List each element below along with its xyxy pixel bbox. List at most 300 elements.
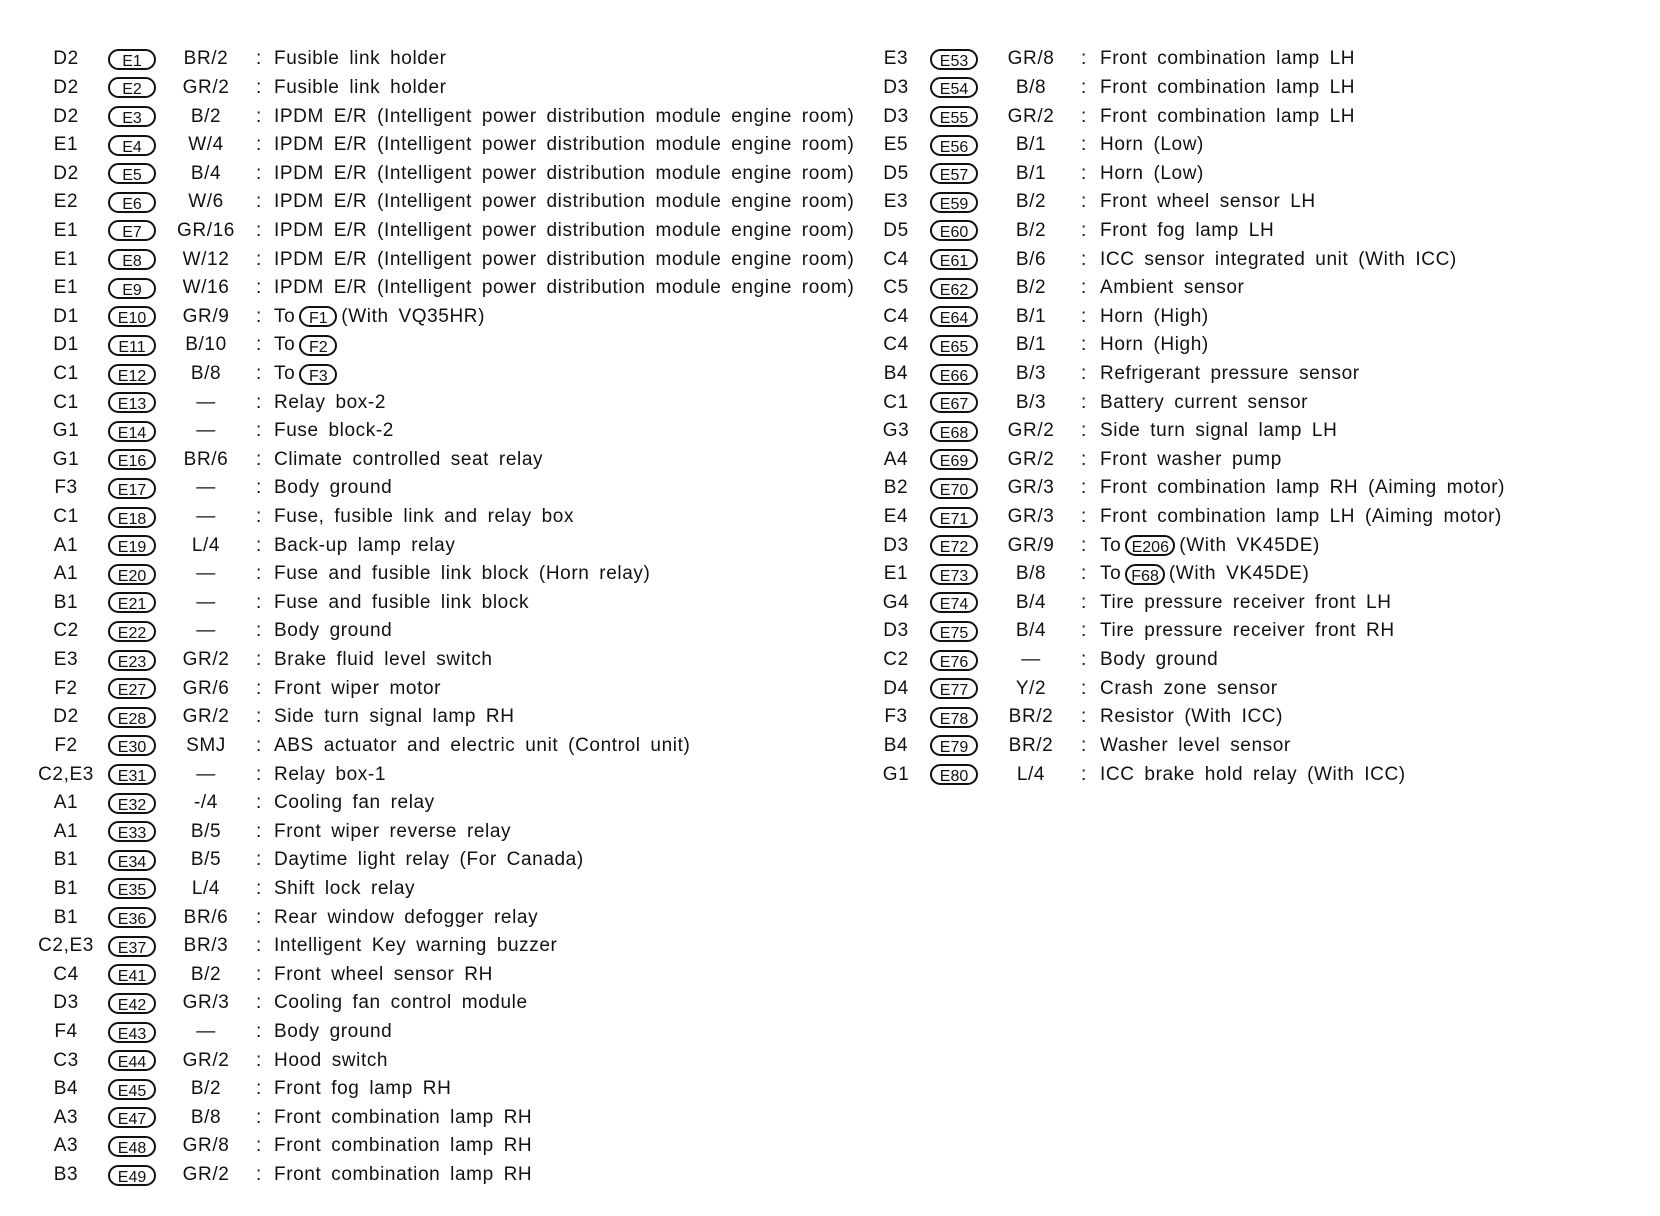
list-item [878,760,1648,789]
connector-cell [96,535,168,556]
grid-location: D1 [53,305,79,327]
connector-cell [914,478,994,499]
grid-location: G1 [52,420,80,442]
description-text: Brake fluid level switch [274,649,493,671]
description-text: Front wheel sensor LH [1100,191,1316,213]
connector-code: B/8 [1015,563,1047,585]
connector-code: GR/8 [1007,48,1055,70]
grid-location: A4 [883,448,909,470]
grid-location: A1 [53,820,79,842]
list-item [36,302,856,331]
separator: : [1081,277,1087,299]
description [1100,764,1406,786]
description-suffix: (With VK45DE) [1179,534,1320,556]
separator: : [256,1106,262,1128]
connector-cell [914,735,994,756]
list-item [36,817,856,846]
connector-code: L/4 [191,877,221,899]
description [1100,477,1505,499]
grid-location: E1 [53,277,79,299]
description-text: Battery current sensor [1100,391,1309,413]
connector-badge: E1 [108,49,156,70]
description [1100,678,1278,700]
description [274,535,455,557]
separator: : [256,563,262,585]
list-item [878,417,1648,446]
list-item [36,531,856,560]
description-text: To [1100,563,1122,585]
reference-connector-badge: F68 [1125,564,1165,585]
separator: : [256,849,262,871]
separator: : [1081,677,1087,699]
connector-badge: E60 [930,220,978,241]
list-item [36,646,856,675]
list-item [36,446,856,475]
connector-code: GR/3 [1007,506,1055,528]
connector-cell [914,249,994,270]
connector-badge: E70 [930,478,978,499]
grid-location: F3 [54,477,78,499]
description-text: IPDM E/R (Intelligent power distribution module engine room) [274,277,855,299]
connector-badge: E37 [108,936,156,957]
connector-cell [914,564,994,585]
connector-badge: E80 [930,764,978,785]
connector-badge: E17 [108,478,156,499]
connector-code: GR/2 [182,1049,230,1071]
list-item [36,102,856,131]
connector-badge: E54 [930,77,978,98]
connector-code: — [196,420,216,442]
separator: : [1081,506,1087,528]
connector-cell [96,478,168,499]
connector-code: W/6 [188,191,224,213]
description-text: Side turn signal lamp LH [1100,420,1338,442]
connector-code: BR/6 [183,906,229,928]
list-item [36,474,856,503]
connector-code: B/8 [1015,76,1047,98]
description [274,449,543,471]
description [274,163,854,185]
grid-location: E5 [883,134,909,156]
description-text: Horn (High) [1100,305,1209,327]
connector-code: B/4 [1015,591,1047,613]
separator: : [256,706,262,728]
separator: : [256,334,262,356]
description [1100,220,1274,242]
grid-location: C1 [53,391,79,413]
separator: : [256,448,262,470]
connector-badge: E66 [930,364,978,385]
separator: : [1081,706,1087,728]
description-text: Body ground [274,1021,393,1043]
connector-badge: E78 [930,707,978,728]
separator: : [1081,649,1087,671]
connector-badge: E5 [108,163,156,184]
connector-cell [914,135,994,156]
connector-code: B/2 [1015,191,1047,213]
connector-code: GR/2 [1007,448,1055,470]
connector-code: BR/2 [183,48,229,70]
separator: : [1081,477,1087,499]
connector-cell [914,77,994,98]
description-text: Cooling fan relay [274,792,435,814]
connector-code: — [196,506,216,528]
list-item [878,560,1648,589]
grid-location: C2,E3 [38,763,94,785]
separator: : [1081,363,1087,384]
description [1100,735,1291,757]
connector-cell [96,278,168,299]
description-text: Rear window defogger relay [274,906,539,928]
description-text: Cooling fan control module [274,992,528,1014]
list-item [878,274,1648,303]
connector-badge: E22 [108,621,156,642]
connector-code: — [196,1021,216,1043]
separator: : [1081,391,1087,413]
description-text: Front wheel sensor RH [274,963,493,985]
connector-cell [914,106,994,127]
connector-badge: E36 [108,907,156,928]
connector-cell [914,421,994,442]
connector-code: B/3 [1015,391,1047,413]
connector-badge: E9 [108,278,156,299]
description [274,935,557,957]
description-text: Ambient sensor [1100,277,1245,299]
grid-location: G3 [882,420,910,442]
list-item [36,331,856,360]
separator: : [256,677,262,699]
list-item [36,617,856,646]
connector-badge: E56 [930,135,978,156]
description [274,420,394,442]
connector-cell [914,306,994,327]
list-item [36,989,856,1018]
description [1100,249,1457,271]
description-text: IPDM E/R (Intelligent power distribution module engine room) [274,105,855,127]
description-text: ICC brake hold relay (With ICC) [1100,763,1406,785]
grid-location: A3 [53,1106,79,1128]
reference-connector-badge: F2 [299,335,337,356]
list-item [36,560,856,589]
separator: : [256,134,262,156]
description-suffix: (With VQ35HR) [341,305,486,327]
grid-location: C4 [53,963,79,985]
connector-badge: E41 [108,964,156,985]
description [1100,620,1395,642]
description-text: Relay box-1 [274,763,386,785]
connector-cell [96,907,168,928]
description [274,77,447,99]
separator: : [256,477,262,499]
description [1100,592,1392,614]
connector-code: BR/3 [183,935,229,957]
separator: : [256,363,262,384]
description [1100,48,1355,70]
description-text: IPDM E/R (Intelligent power distribution module engine room) [274,134,855,156]
connector-cell [914,535,994,556]
grid-location: E1 [53,134,79,156]
list-item [878,446,1648,475]
grid-location: B2 [883,477,909,499]
connector-code: B/6 [1015,248,1047,270]
grid-location: D3 [883,620,909,642]
connector-badge: E19 [108,535,156,556]
description-text: Side turn signal lamp RH [274,706,515,728]
separator: : [256,105,262,127]
connector-code: — [196,591,216,613]
grid-location: F2 [54,734,78,756]
list-item [36,388,856,417]
description [274,792,435,814]
connector-code: L/4 [191,534,221,556]
grid-location: C3 [53,1049,79,1071]
grid-location: D5 [883,219,909,241]
connector-code: B/10 [185,334,227,356]
connector-badge: E48 [108,1136,156,1157]
list-item [36,846,856,875]
description-text: Front combination lamp LH (Aiming motor) [1100,506,1502,528]
grid-location: C4 [883,305,909,327]
connector-badge: E35 [108,878,156,899]
grid-location: E2 [53,191,79,213]
connector-badge: E53 [930,49,978,70]
list-item [36,789,856,818]
connector-cell [914,163,994,184]
description-text: Fuse, fusible link and relay box [274,506,575,528]
separator: : [1081,48,1087,70]
connector-cell [96,621,168,642]
connector-badge: E72 [930,535,978,556]
separator: : [256,1021,262,1043]
connector-badge: E44 [108,1050,156,1071]
connector-code: B/1 [1015,305,1047,327]
description-text: Horn (Low) [1100,162,1204,184]
grid-location: B4 [883,363,909,384]
description [274,706,515,728]
description-text: IPDM E/R (Intelligent power distribution module engine room) [274,248,855,270]
grid-location: B3 [53,1164,79,1186]
description-text: Front combination lamp RH (Aiming motor) [1100,477,1506,499]
connector-badge: E76 [930,650,978,671]
grid-location: F4 [54,1021,78,1043]
description-text: Front fog lamp RH [274,1078,452,1100]
connector-code: BR/2 [1008,706,1054,728]
grid-location: B4 [883,734,909,756]
description [274,964,493,986]
connector-badge: E34 [108,850,156,871]
connector-badge: E64 [930,306,978,327]
connector-cell [96,592,168,613]
list-item [878,302,1648,331]
list-item [878,331,1648,360]
separator: : [256,277,262,299]
separator: : [1081,534,1087,556]
connector-code: W/4 [188,134,224,156]
grid-location: B1 [53,906,79,928]
grid-location: C1 [53,506,79,528]
description [1100,306,1209,328]
list-item [36,217,856,246]
grid-location: G1 [882,763,910,785]
connector-badge: E49 [108,1165,156,1186]
connector-cell [96,507,168,528]
connector-cell [914,220,994,241]
grid-location: D2 [53,706,79,728]
separator: : [256,877,262,899]
grid-location: D2 [53,76,79,98]
connector-badge: E43 [108,1022,156,1043]
description [274,849,584,871]
description [274,821,511,843]
connector-code: B/5 [190,849,222,871]
description [1100,77,1355,99]
connector-code: W/16 [182,277,230,299]
connector-code: B/1 [1015,162,1047,184]
connector-badge: E4 [108,135,156,156]
grid-location: D2 [53,48,79,70]
description [274,592,529,614]
description [274,678,441,700]
connector-badge: E73 [930,564,978,585]
list-item [878,646,1648,675]
connector-code: — [196,563,216,585]
list-item [36,274,856,303]
connector-cell [914,449,994,470]
connector-code: — [196,763,216,785]
description-text: Intelligent Key warning buzzer [274,935,558,957]
grid-location: D3 [883,534,909,556]
description [274,106,854,128]
connector-cell [96,106,168,127]
separator: : [1081,448,1087,470]
connector-code: B/8 [190,1106,222,1128]
connector-code: GR/6 [182,677,230,699]
description-text: Crash zone sensor [1100,677,1278,699]
grid-location: E4 [883,506,909,528]
separator: : [256,992,262,1014]
separator: : [256,420,262,442]
connector-cell [914,678,994,699]
description [274,878,415,900]
grid-location: C2 [883,649,909,671]
list-item [36,188,856,217]
description-text: Horn (High) [1100,334,1209,356]
connector-cell [96,1136,168,1157]
list-item [878,703,1648,732]
description-text: Resistor (With ICC) [1100,706,1284,728]
connector-badge: E71 [930,507,978,528]
description-text: ICC sensor integrated unit (With ICC) [1100,248,1457,270]
connector-badge: E67 [930,392,978,413]
connector-cell [96,878,168,899]
connector-cell [914,621,994,642]
separator: : [1081,420,1087,442]
list-item [36,74,856,103]
list-item [36,589,856,618]
description-text: To [274,363,296,384]
description-text: Front combination lamp LH [1100,76,1356,98]
grid-location: B1 [53,877,79,899]
connector-code: GR/2 [182,649,230,671]
description [1100,191,1316,213]
connector-cell [96,421,168,442]
separator: : [256,1135,262,1157]
connector-cell [96,1107,168,1128]
description [1100,420,1337,442]
list-item [878,617,1648,646]
connector-badge: E2 [108,77,156,98]
connector-code: GR/3 [182,992,230,1014]
separator: : [256,963,262,985]
description-text: Front combination lamp RH [274,1135,533,1157]
left-connector-list [36,45,856,1189]
description-text: Fusible link holder [274,48,447,70]
separator: : [256,1164,262,1186]
description-text: Shift lock relay [274,877,416,899]
connector-badge: E59 [930,192,978,213]
description-text: IPDM E/R (Intelligent power distribution module engine room) [274,219,855,241]
connector-cell [96,564,168,585]
connector-badge: E62 [930,278,978,299]
separator: : [1081,105,1087,127]
connector-code: GR/16 [177,219,235,241]
list-item [36,159,856,188]
connector-code: GR/2 [182,76,230,98]
connector-code: BR/6 [183,448,229,470]
connector-cell [96,163,168,184]
connector-code: — [196,391,216,413]
list-item [36,45,856,74]
description [274,1021,392,1043]
list-item [878,188,1648,217]
connector-code: B/2 [190,1078,222,1100]
connector-badge: E32 [108,793,156,814]
list-item [878,732,1648,761]
grid-location: A1 [53,792,79,814]
separator: : [256,391,262,413]
description [274,649,493,671]
description [274,191,854,213]
separator: : [256,534,262,556]
description [274,1078,451,1100]
list-item [878,674,1648,703]
grid-location: D3 [883,105,909,127]
grid-location: E3 [883,48,909,70]
list-item [36,875,856,904]
connector-code: GR/2 [182,1164,230,1186]
connector-code: GR/3 [1007,477,1055,499]
description [274,249,854,271]
description-text: To [1100,534,1122,556]
separator: : [256,506,262,528]
description-text: Front combination lamp LH [1100,48,1356,70]
grid-location: G4 [882,591,910,613]
separator: : [256,1078,262,1100]
separator: : [1081,591,1087,613]
grid-location: D2 [53,162,79,184]
description-text: Front combination lamp RH [274,1106,533,1128]
separator: : [256,162,262,184]
connector-badge: E11 [108,335,156,356]
connector-code: SMJ [186,734,226,756]
connector-badge: E12 [108,364,156,385]
description-text: Fuse and fusible link block [274,591,530,613]
grid-location: F2 [54,677,78,699]
grid-location: D5 [883,162,909,184]
connector-badge: E65 [930,335,978,356]
separator: : [256,649,262,671]
list-item [878,474,1648,503]
